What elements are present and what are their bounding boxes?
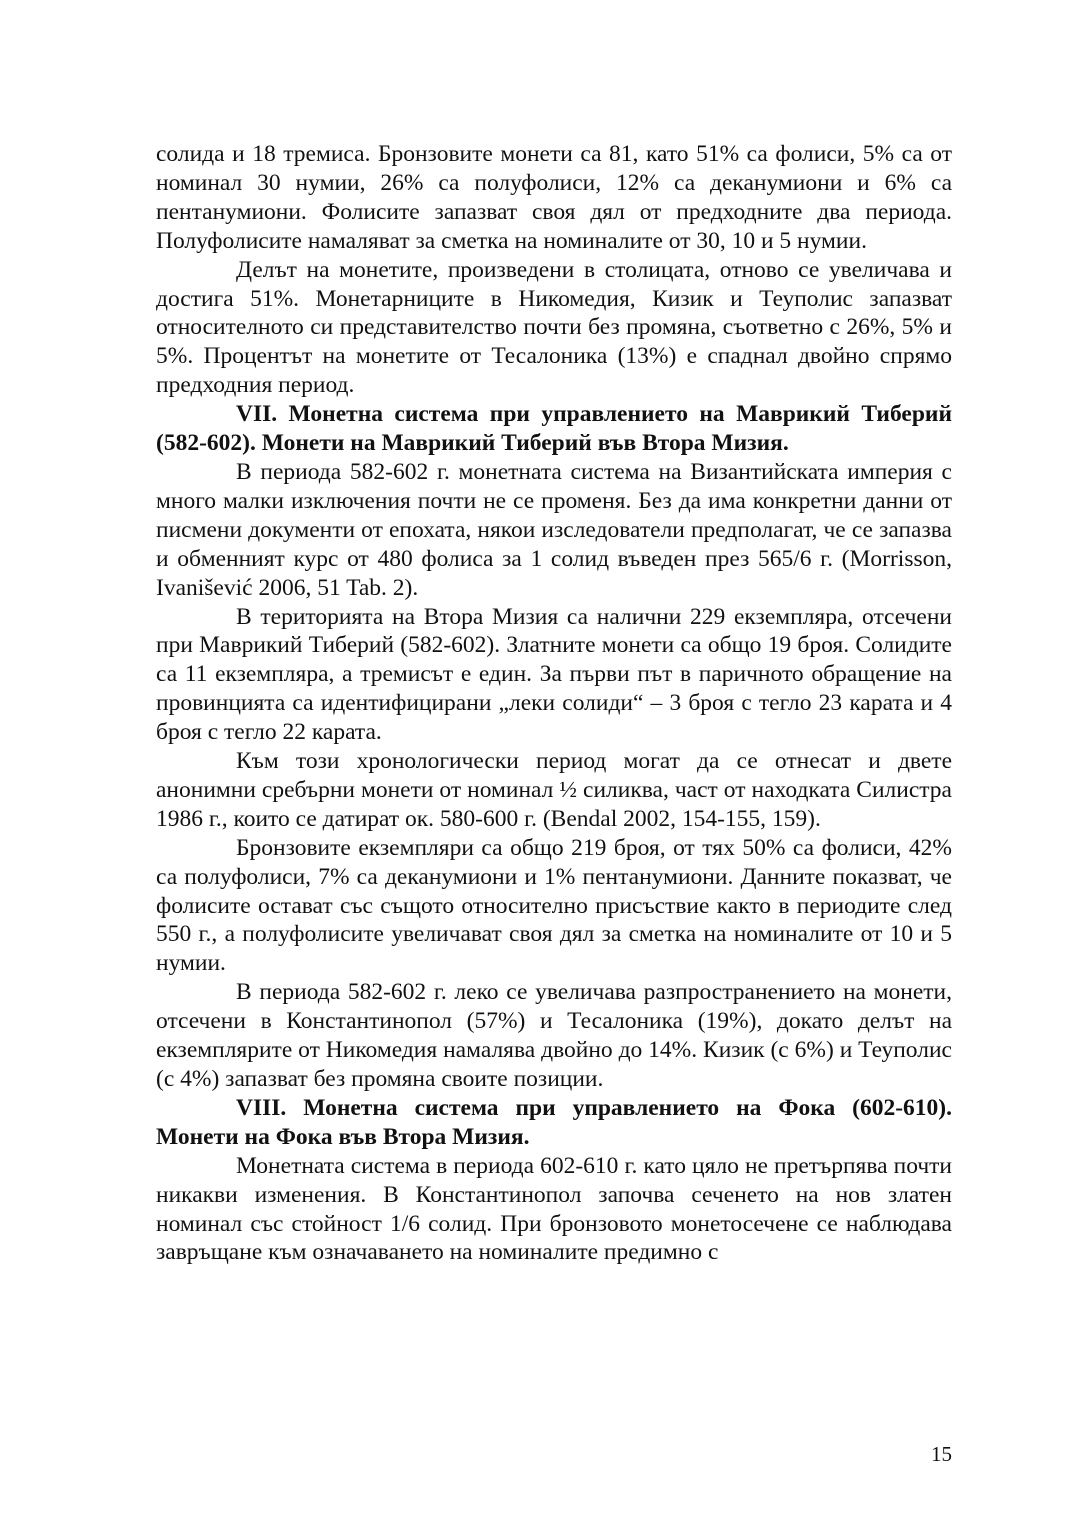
section-heading-vii: VII. Монетна система при управлението на Маврикий Тиберий (582-602). Монети на Маврикий Тиберий във Втора Мизия. (156, 401, 952, 457)
paragraph-mint-shares: Делът на монетите, произведени в столицата, отново се увеличава и достига 51%. Монетарниците в Никомедия, Кизик и Теуполис запазват относителното си представителство почти без промяна, съответно с 26%, 5% и 5%. Процентът на монетите от Тесалоника (13%) е спаднал двойно спрямо предходния период. (156, 256, 952, 399)
paragraph-phocas-monetary-system: Монетната система в периода 602-610 г. като цяло не претърпява почти никакви изменения. В Константинопол започва сеченето на нов златен номинал със стойност 1/6 солид. При бронзовото монетосечене се наблюдава завръщане към означаването на номиналите предимно с (156, 1152, 952, 1266)
section-heading-viii: VIII. Монетна система при управлението на Фока (602-610). Монети на Фока във Втора Мизия. (156, 1094, 952, 1150)
paragraph-monetary-system-582-602: В периода 582-602 г. монетната система на Византийската империя с много малки изключения почти не се променя. Без да има конкретни данни от писмени документи от епохата, някои изследователи предполагат, че се запазва и обменният курс от 480 фолиса за 1 солид въведен през 565/6 г. (Morrisson, Ivanišević 2006, 51 Tab. 2). (156, 458, 952, 601)
paragraph-continuation-bronze-coins: солида и 18 тремиса. Бронзовите монети са 81, като 51% са фолиси, 5% са от номинал 30 нумии, 26% са полуфолиси, 12% са деканумиони и 6% са пентанумиони. Фолисите запазват своя дял от предходните два периода. Полуфолисите намаляват за сметка на номиналите от 30, 10 и 5 нумии. (156, 141, 952, 254)
paragraph-silver-coins: Към този хронологически период могат да се отнесат и двете анонимни сребърни монети от номинал ½ силиква, част от находката Силистра 1986 г., които се датират ок. 580-600 г. (Bendal 2002, 154-155, 159). (156, 748, 952, 832)
paragraph-gold-coins: В територията на Втора Мизия са налични 229 екземпляра, отсечени при Маврикий Тиберий (582-602). Златните монети са общо 19 броя. Солидите са 11 екземпляра, а тремисът е един. За първи път в паричното обращение на провинцията са идентифицирани „леки солиди“ – 3 броя с тегло 23 карата и 4 броя с тегло 22 карата. (156, 603, 952, 746)
page-number: 15 (931, 1442, 952, 1466)
paragraph-mint-distribution: В периода 582-602 г. леко се увеличава разпространението на монети, отсечени в Константинопол (57%) и Тесалоника (19%), докато делът на екземплярите от Никомедия намалява двойно до 14%. Кизик (с 6%) и Теуполис (с 4%) запазват без промяна своите позиции. (156, 979, 952, 1092)
paragraph-bronze-specimens: Бронзовите екземпляри са общо 219 броя, от тях 50% са фолиси, 42% са полуфолиси, 7% са деканумиони и 1% пентанумиони. Данните показват, че фолисите остават със същото относително присъствие както в периодите след 550 г., а полуфолисите увеличават своя дял за сметка на номиналите от 10 и 5 нумии. (156, 834, 952, 977)
page-text-body (156, 140, 952, 1267)
